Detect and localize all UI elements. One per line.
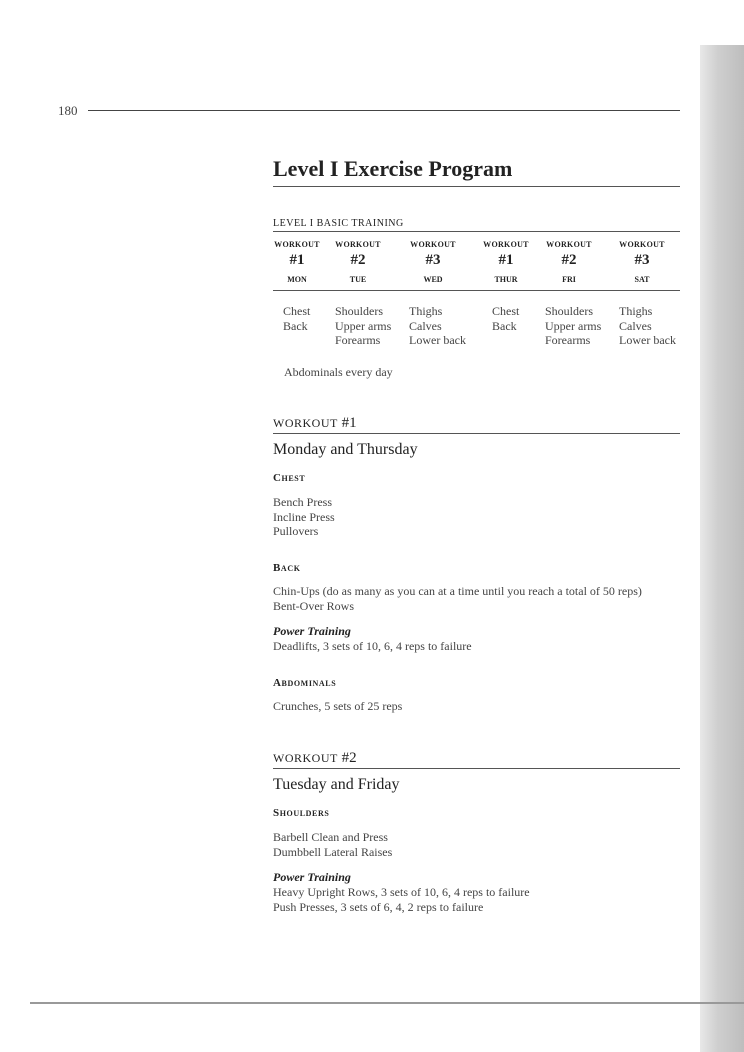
muscle-item: Forearms xyxy=(545,333,591,347)
workout1-power-heading: Power Training xyxy=(273,624,351,638)
page-title: Level I Exercise Program xyxy=(273,156,513,181)
abdominals-heading: Abdominals xyxy=(273,677,337,689)
muscle-list xyxy=(409,304,466,348)
schedule-bottom-rule xyxy=(273,290,680,291)
workout-label: WORKOUT xyxy=(483,240,529,249)
workout-day: TUE xyxy=(349,275,367,284)
exercise-item: Barbell Clean and Press xyxy=(273,830,388,844)
chest-exercise-list xyxy=(273,495,335,539)
muscle-item: Upper arms xyxy=(335,318,392,333)
muscle-item: Back xyxy=(283,318,308,333)
schedule-column xyxy=(545,240,593,284)
exercise-item: Pullovers xyxy=(273,524,319,538)
workout-number: #1 xyxy=(289,252,305,268)
workout-day: MON xyxy=(287,275,307,284)
muscle-item: Shoulders xyxy=(545,304,593,318)
schedule-column xyxy=(409,240,457,284)
chest-heading: Chest xyxy=(273,472,306,484)
muscle-item: Calves xyxy=(409,318,442,333)
abdominals-note: Abdominals every day xyxy=(284,365,393,379)
schedule-column xyxy=(482,240,530,284)
muscle-item: Upper arms xyxy=(545,318,602,333)
schedule-column xyxy=(618,240,666,284)
binding-shadow xyxy=(700,45,744,1052)
workout-label: WORKOUT xyxy=(274,240,320,249)
exercise-item: Push Presses, 3 sets of 6, 4, 2 reps to failure xyxy=(273,899,484,914)
workout-day: THUR xyxy=(494,275,518,284)
exercise-item: Chin-Ups (do as many as you can at a time until you reach a total of 50 reps) xyxy=(273,584,642,598)
workout2-rule xyxy=(273,768,680,769)
exercise-item: Incline Press xyxy=(273,509,335,524)
workout-label: WORKOUT xyxy=(546,240,592,249)
muscle-item: Shoulders xyxy=(335,304,383,318)
workout2-number: #2 xyxy=(341,750,357,766)
muscle-item: Chest xyxy=(283,304,311,318)
shoulders-exercise-list xyxy=(273,830,392,859)
workout-label: WORKOUT xyxy=(619,240,665,249)
workout2-days: Tuesday and Friday xyxy=(273,776,400,793)
workout-number: #3 xyxy=(425,252,441,268)
exercise-item: Crunches, 5 sets of 25 reps xyxy=(273,699,403,713)
schedule-column xyxy=(273,240,321,284)
workout2-label: WORKOUT xyxy=(273,751,338,765)
muscle-list xyxy=(492,304,519,333)
abdominals-exercise-list xyxy=(273,699,402,714)
muscle-list xyxy=(619,304,676,348)
workout-number: #2 xyxy=(350,252,366,268)
exercise-item: Dumbbell Lateral Raises xyxy=(273,844,393,859)
workout2-heading xyxy=(273,750,357,767)
workout1-label: WORKOUT xyxy=(273,416,338,430)
workout2-power-list xyxy=(273,885,530,914)
basic-training-label: LEVEL I BASIC TRAINING xyxy=(273,218,404,229)
muscle-item: Lower back xyxy=(619,333,676,347)
workout1-rule xyxy=(273,433,680,434)
muscle-item: Thighs xyxy=(619,304,653,318)
workout-day: WED xyxy=(423,275,443,284)
schedule-column xyxy=(334,240,382,284)
exercise-item: Bench Press xyxy=(273,495,332,509)
exercise-item: Heavy Upright Rows, 3 sets of 10, 6, 4 reps to failure xyxy=(273,885,530,899)
exercise-item: Bent-Over Rows xyxy=(273,598,354,613)
muscle-list xyxy=(335,304,391,348)
workout1-number: #1 xyxy=(341,415,357,431)
workout2-power-heading: Power Training xyxy=(273,870,351,884)
muscle-item: Chest xyxy=(492,304,520,318)
shoulders-heading: Shoulders xyxy=(273,807,330,819)
page-number: 180 xyxy=(58,103,78,118)
workout1-power-list xyxy=(273,639,472,654)
muscle-list xyxy=(545,304,601,348)
title-rule xyxy=(273,186,680,187)
page-bottom-edge xyxy=(30,1002,744,1004)
workout-label: WORKOUT xyxy=(410,240,456,249)
workout1-days: Monday and Thursday xyxy=(273,441,418,458)
exercise-item: Deadlifts, 3 sets of 10, 6, 4 reps to failure xyxy=(273,639,472,653)
back-exercise-list xyxy=(273,584,642,613)
muscle-item: Lower back xyxy=(409,333,466,347)
workout-label: WORKOUT xyxy=(335,240,381,249)
workout1-heading xyxy=(273,415,357,432)
muscle-item: Thighs xyxy=(409,304,443,318)
header-rule xyxy=(88,110,680,111)
workout-number: #3 xyxy=(634,252,650,268)
muscle-item: Back xyxy=(492,318,517,333)
muscle-item: Calves xyxy=(619,318,652,333)
workout-day: FRI xyxy=(562,275,576,284)
workout-number: #2 xyxy=(561,252,577,268)
muscle-item: Forearms xyxy=(335,333,381,347)
back-heading: Back xyxy=(273,562,301,574)
muscle-list xyxy=(283,304,310,333)
schedule-top-rule xyxy=(273,231,680,232)
workout-number: #1 xyxy=(498,252,514,268)
workout-day: SAT xyxy=(634,275,650,284)
